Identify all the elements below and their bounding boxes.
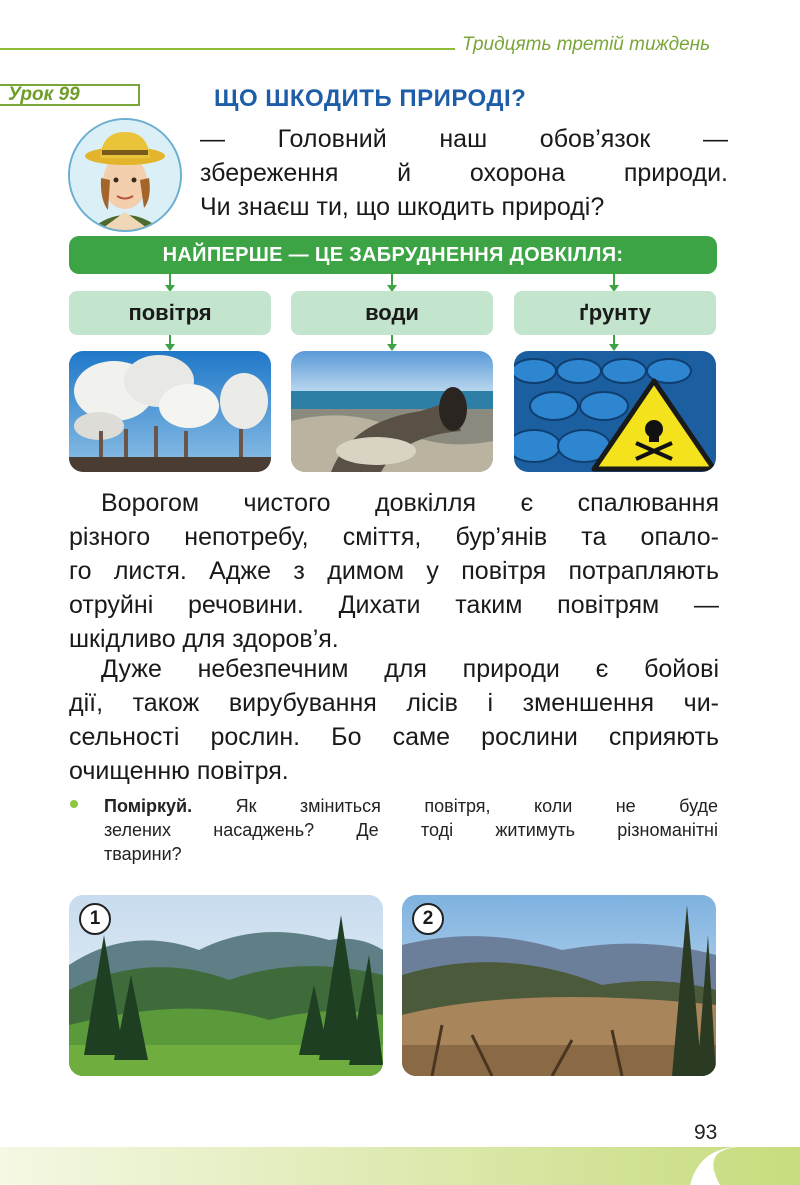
category-water: води: [291, 291, 493, 335]
think-label: Поміркуй.: [104, 796, 193, 816]
lesson-label: Урок 99: [8, 84, 80, 105]
arrow-icon: [391, 274, 393, 286]
photo-toxic-barrels: [514, 351, 716, 472]
paragraph-line: го листя. Адже з димом у повітря потрапляють: [69, 557, 719, 585]
header-rule: [0, 48, 455, 50]
paragraph-line: отруйні речовини. Дихати таким повітрям —: [69, 591, 719, 619]
photo-sewage-pipe: [291, 351, 493, 472]
arrow-icon: [169, 274, 171, 286]
intro-line: збереження й охорона природи.: [200, 159, 728, 187]
paragraph-burning: [69, 486, 719, 656]
photo-badge: 2: [412, 903, 444, 935]
arrow-icon: [391, 335, 393, 345]
page-number: 93: [694, 1121, 718, 1144]
think-question: [104, 794, 718, 866]
intro-text: [200, 122, 728, 224]
photo-badge: 1: [79, 903, 111, 935]
photo-smokestacks: [69, 351, 271, 472]
think-line: [104, 794, 718, 818]
footer-band: [0, 1147, 800, 1185]
arrow-icon: [169, 335, 171, 345]
lesson-title: ЩО ШКОДИТЬ ПРИРОДІ?: [214, 85, 527, 112]
intro-line: Чи знаєш ти, що шкодить природі?: [200, 193, 605, 221]
pollution-banner: НАЙПЕРШЕ — ЦЕ ЗАБРУДНЕННЯ ДОВКІЛЛЯ:: [69, 236, 717, 274]
paragraph-line: сельності рослин. Бо саме рослини сприяють: [69, 723, 719, 751]
category-soil: ґрунту: [514, 291, 716, 335]
think-line: тварини?: [104, 844, 182, 864]
intro-line: — Головний наш обов’язок —: [200, 125, 728, 153]
paragraph-line: дії, також вирубування лісів і зменшення чи-: [69, 689, 719, 717]
paragraph-line: різного непотребу, сміття, бур’янів та опало-: [69, 523, 719, 551]
paragraph-line: Ворогом чистого довкілля є спалювання: [101, 489, 719, 517]
category-air: повітря: [69, 291, 271, 335]
photo-forest-intact: [69, 895, 383, 1076]
week-header: Тридцять третій тиждень: [462, 34, 711, 55]
arrow-icon: [613, 335, 615, 345]
paragraph-war: [69, 652, 719, 788]
paragraph-line: очищенню повітря.: [69, 757, 289, 785]
paragraph-line: шкідливо для здоров’я.: [69, 625, 339, 653]
paragraph-line: Дуже небезпечним для природи є бойові: [101, 655, 719, 683]
character-avatar: [68, 118, 182, 232]
bullet-icon: [70, 800, 78, 808]
photo-forest-cut: [402, 895, 716, 1076]
arrow-icon: [613, 274, 615, 286]
think-line: зелених насаджень? Де тоді житимуть різноманітні: [104, 820, 718, 840]
think-text: Як зміниться повітря, коли не буде: [192, 796, 718, 816]
